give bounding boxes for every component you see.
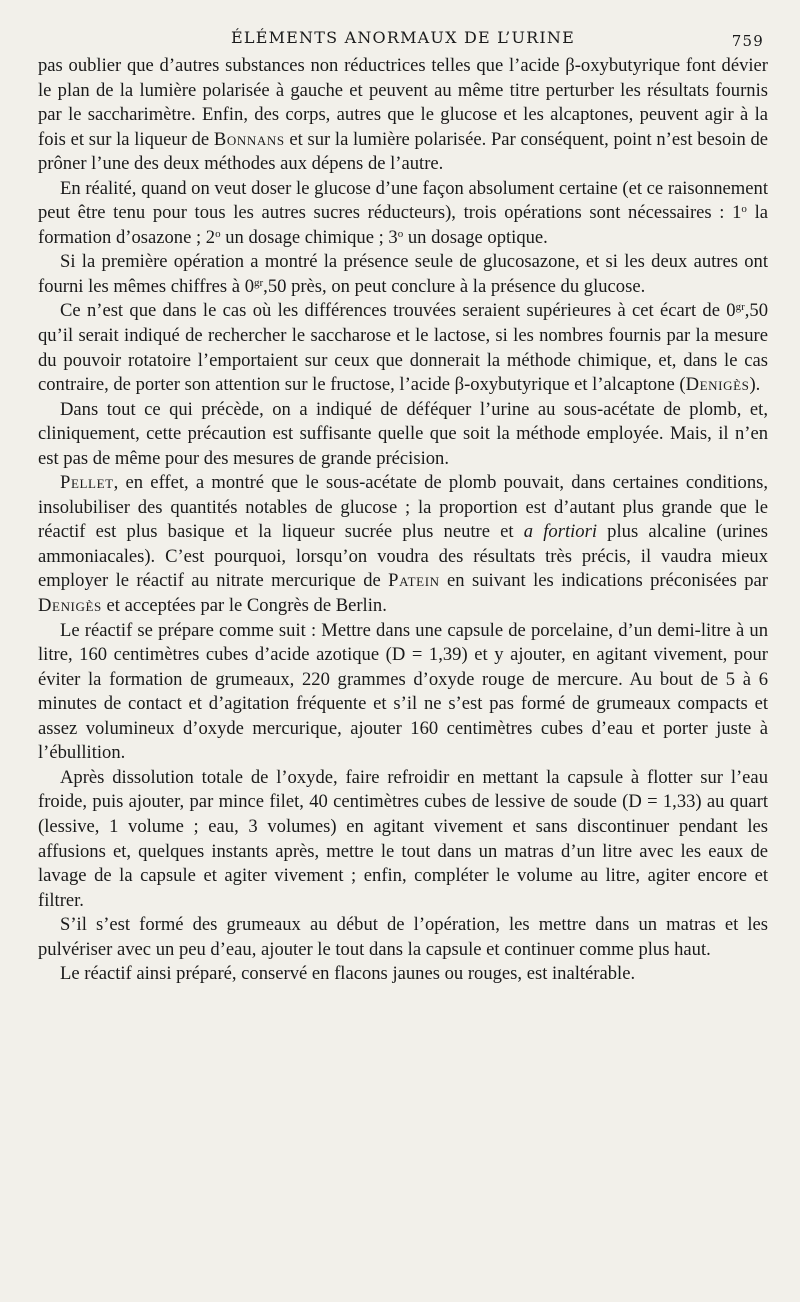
paragraph-6: Pellet, en effet, a montré que le sous-acétate de plomb pouvait, dans certaines conditions, insolubiliser des quantités notables de glucose ; la proportion est d’autant plus grande que le réactif est plus basique et la liqueur sucrée plus neutre et a fortiori plus alcaline (urines ammoniacales). C’est pourquoi, lorsqu’on voudra des résultats très précis, il vaudra mieux employer le réactif au nitrate mercurique de Patein en suivant les indications préconisées par Denigès et acceptées par le Congrès de Berlin.	[38, 472, 768, 617]
paragraph-5: Dans tout ce qui précède, on a indiqué de déféquer l’urine au sous-acétate de plomb, et, cliniquement, cette précaution est suffisante quelle que soit la méthode employée. Mais, il n’en est pas de même pour des mesures de grande précision.	[38, 398, 768, 469]
running-header	[38, 26, 768, 54]
body-text	[38, 54, 768, 987]
paragraph-4: Ce n’est que dans le cas où les différences trouvées seraient supérieures à cet écart de $0^{gr},50$ qu’il serait indiqué de rechercher le saccharose et le lactose, si les nombres fournis par la mesure du pouvoir rotatoire l’emportaient sur ceux que donnerait la méthode chimique, et, dans le cas contraire, de porter son attention sur le fructose, l’acide β-oxybutyrique et l’alcaptone (Denigès).	[38, 300, 768, 396]
author-name: Denigès	[38, 595, 102, 617]
paragraph-8: Après dissolution totale de l’oxyde, faire refroidir en mettant la capsule à flotter sur l’eau froide, puis ajouter, par mince filet, 40 centimètres cubes de lessive de soude (D = 1,33) au quart (lessive, 1 volume ; eau, 3 volumes) en agitant vivement et sans discontinuer pendant les affusions et, quelques instants après, mettre le tout dans un matras d’un litre avec les eaux de lavage de la capsule et agiter vivement ; enfin, compléter le volume au litre, agiter encore et filtrer.	[38, 766, 768, 911]
paragraph-9: S’il s’est formé des grumeaux au début de l’opération, les mettre dans un matras et les pulvériser avec un peu d’eau, ajouter le tout dans la capsule et continuer comme plus haut.	[38, 914, 768, 960]
paragraph-1: pas oublier que d’autres substances non réductrices telles que l’acide β-oxybutyrique font dévier le plan de la lumière polarisée à gauche et peuvent au même titre perturber les résultats fournis par le saccharimètre. Enfin, des corps, autres que le glucose et les alcaptones, peuvent agir à la fois et sur la liqueur de Bonnans et sur la lumière polarisée. Par conséquent, point n’est besoin de prôner l’une des deux méthodes aux dépens de l’autre.	[38, 55, 768, 175]
paragraph-10: Le réactif ainsi préparé, conservé en flacons jaunes ou rouges, est inaltérable.	[60, 963, 636, 985]
running-title: ÉLÉMENTS ANORMAUX DE L’URINE	[231, 28, 575, 47]
author-name: Denigès	[685, 374, 750, 396]
italic-term: a fortiori	[523, 521, 597, 543]
author-name: Bonnans	[213, 128, 285, 150]
author-name: Pellet	[60, 472, 114, 494]
paragraph-2: En réalité, quand on veut doser le glucose d’une façon absolument certaine (et ce raisonnement peut être tenu pour tous les autres sucres réducteurs), trois opérations sont nécessaires : 1$^o$ la formation d’osazone ; 2$^o$ un dosage chimique ; 3$^o$ un dosage optique.	[38, 177, 768, 248]
paragraph-7: Le réactif se prépare comme suit : Mettre dans une capsule de porcelaine, d’un demi-litre à un litre, 160 centimètres cubes d’acide azotique (D = 1,39) et y ajouter, en agitant vivement, pour éviter la formation de grumeaux, 220 grammes d’oxyde rouge de mercure. Au bout de 5 à 6 minutes de contact et d’agitation fréquente et s’il ne s’est pas formé de grumeaux compacts et assez volumineux d’oxyde mercurique, ajouter 160 centimètres cubes d’eau et porter juste à l’ébullition.	[38, 619, 768, 764]
page-number: 759	[731, 32, 764, 50]
paragraph-3: Si la première opération a montré la présence seule de glucosazone, et si les deux autres ont fourni les mêmes chiffres à $0^{gr},50$ près, on peut conclure à la présence du glucose.	[38, 251, 768, 297]
author-name: Patein	[388, 570, 440, 592]
